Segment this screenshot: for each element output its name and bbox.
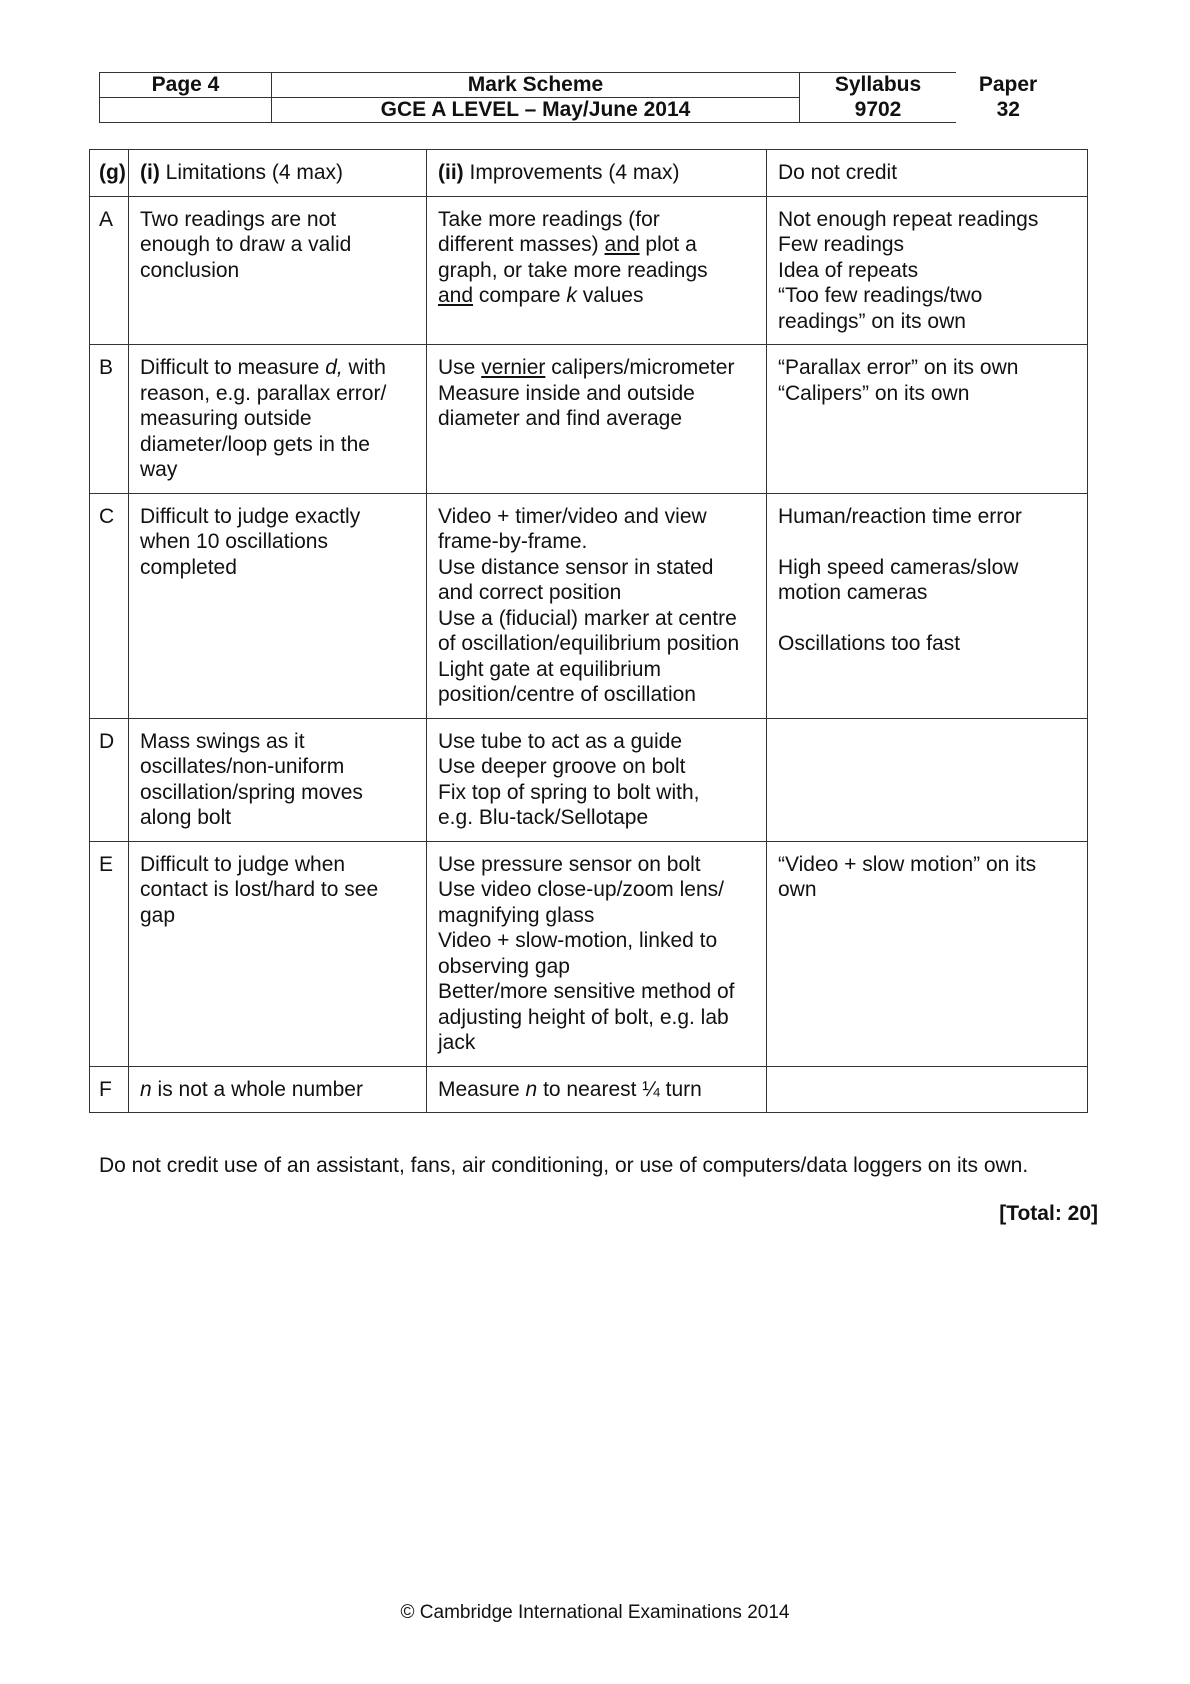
- text-line: reason, e.g. parallax error/: [140, 381, 387, 405]
- text-line: [140, 355, 416, 381]
- table-row: [90, 718, 1088, 841]
- text-line: observing gap: [438, 954, 570, 978]
- limitations-header: [129, 150, 427, 197]
- underlined-text: and: [604, 233, 640, 256]
- do-not-credit-cell: [767, 718, 1088, 841]
- row-label: E: [90, 841, 129, 1066]
- mark-scheme-table: [89, 149, 1088, 1113]
- text-line: jack: [438, 1031, 476, 1054]
- limitation-cell: [129, 718, 427, 841]
- text-fragment: values: [576, 284, 644, 307]
- page-number: Page 4: [100, 73, 272, 98]
- text-line: Use pressure sensor on bolt: [438, 852, 701, 876]
- paper-number: 32: [996, 98, 1020, 121]
- text-line: Better/more sensitive method of: [438, 980, 735, 1003]
- text-line: Few readings: [778, 233, 905, 256]
- text-line: adjusting height of bolt, e.g. lab: [438, 1005, 729, 1029]
- text-line: Idea of repeats: [778, 258, 919, 282]
- text-line: of oscillation/equilibrium position: [438, 632, 740, 655]
- text-line: Light gate at equilibrium: [438, 657, 661, 681]
- improvement-cell: [427, 345, 767, 494]
- text-fragment: with: [342, 356, 386, 379]
- text-line: completed: [140, 555, 237, 579]
- text-line: Use video close-up/zoom lens/: [438, 878, 724, 901]
- text-fragment: different masses): [438, 233, 605, 256]
- do-not-credit-cell: [767, 841, 1088, 1066]
- do-not-credit-cell: [767, 493, 1088, 718]
- text-line: frame-by-frame.: [438, 530, 588, 553]
- text-line: Human/reaction time error: [778, 504, 1022, 528]
- limitation-cell: [129, 345, 427, 494]
- table-header-row: [90, 150, 1088, 197]
- text-line: magnifying glass: [438, 903, 595, 927]
- text-line: Use tube to act as a guide: [438, 729, 682, 753]
- do-not-credit-cell: [767, 196, 1088, 345]
- text-line: conclusion: [140, 258, 240, 282]
- text-line: graph, or take more readings: [438, 258, 708, 282]
- text-line: e.g. Blu-tack/Sellotape: [438, 806, 649, 829]
- limitation-cell: [129, 1066, 427, 1113]
- do-not-credit-cell: [767, 1066, 1088, 1113]
- text-line: oscillation/spring moves: [140, 780, 363, 804]
- syllabus-code: 9702: [800, 98, 957, 123]
- text-line: Not enough repeat readings: [778, 207, 1039, 231]
- blank-line: [778, 606, 1077, 632]
- row-label: B: [90, 345, 129, 494]
- text-line: Video + slow-motion, linked to: [438, 929, 718, 952]
- text-line: Use a (fiducial) marker at centre: [438, 606, 737, 630]
- document-title: Mark Scheme: [272, 73, 800, 98]
- italic-symbol: n: [140, 1077, 152, 1101]
- blank-line: [778, 529, 1077, 555]
- row-label: F: [90, 1066, 129, 1113]
- table-row: [90, 1066, 1088, 1113]
- improvements-header: [427, 150, 767, 197]
- improvement-cell: [427, 841, 767, 1066]
- table-row: [90, 841, 1088, 1066]
- text-line: diameter/loop gets in the: [140, 432, 370, 456]
- total-marks: [Total: 20]: [999, 1202, 1098, 1225]
- improvement-cell: [427, 493, 767, 718]
- limitation-cell: [129, 841, 427, 1066]
- text-line: Two readings are not: [140, 207, 337, 231]
- text-line: and correct position: [438, 581, 622, 604]
- text-line: [438, 232, 756, 258]
- limitations-part: (i): [140, 161, 160, 184]
- text-line: [438, 283, 756, 309]
- do-not-credit-header: Do not credit: [767, 150, 1088, 197]
- improvement-cell: [427, 718, 767, 841]
- text-line: when 10 oscillations: [140, 530, 328, 553]
- text-line: High speed cameras/slow: [778, 555, 1019, 579]
- text-line: diameter and find average: [438, 407, 682, 430]
- header-table: [99, 72, 1045, 123]
- empty-header-cell: [100, 98, 272, 123]
- improvement-cell: [427, 196, 767, 345]
- improvement-cell: [427, 1066, 767, 1113]
- improvements-part: (ii): [438, 161, 464, 184]
- text-fragment: to nearest ¼ turn: [537, 1077, 702, 1101]
- text-line: Fix top of spring to bolt with,: [438, 780, 700, 804]
- text-line: Oscillations too fast: [778, 632, 961, 655]
- text-line: Measure inside and outside: [438, 381, 695, 405]
- question-label: (g): [90, 150, 129, 197]
- text-fragment: is not a whole number: [151, 1077, 363, 1101]
- text-line: oscillates/non-uniform: [140, 755, 345, 778]
- table-row: [90, 196, 1088, 345]
- text-fragment: compare: [473, 284, 567, 307]
- do-not-credit-cell: [767, 345, 1088, 494]
- text-line: Take more readings (for: [438, 207, 660, 231]
- text-line: Difficult to judge when: [140, 852, 346, 876]
- text-line: gap: [140, 903, 176, 927]
- general-note: Do not credit use of an assistant, fans, air conditioning, or use of computers/data loggers on its own.: [99, 1154, 1029, 1177]
- text-line: “Too few readings/two: [778, 284, 983, 307]
- text-line: way: [140, 458, 178, 481]
- text-fragment: calipers/micrometer: [545, 356, 735, 379]
- row-label: D: [90, 718, 129, 841]
- text-line: Mass swings as it: [140, 729, 305, 753]
- text-line: readings” on its own: [778, 309, 966, 333]
- text-line: Video + timer/video and view: [438, 504, 707, 528]
- table-row: [90, 493, 1088, 718]
- limitation-cell: [129, 196, 427, 345]
- limitation-cell: [129, 493, 427, 718]
- text-line: “Calipers” on its own: [778, 381, 970, 405]
- document-subtitle: GCE A LEVEL – May/June 2014: [272, 98, 800, 123]
- limitations-title: Limitations (4 max): [159, 161, 344, 184]
- text-fragment: Use: [438, 356, 482, 379]
- row-label: A: [90, 196, 129, 345]
- syllabus-label: Syllabus: [800, 73, 957, 98]
- text-line: position/centre of oscillation: [438, 683, 696, 706]
- paper-label: Paper: [978, 73, 1038, 96]
- text-fragment: Measure: [438, 1077, 526, 1101]
- text-line: contact is lost/hard to see: [140, 878, 379, 901]
- text-line: measuring outside: [140, 407, 312, 430]
- italic-symbol: d,: [325, 356, 343, 379]
- text-line: “Video + slow motion” on its: [778, 852, 1037, 876]
- italic-symbol: n: [525, 1077, 538, 1101]
- text-line: Difficult to judge exactly: [140, 504, 361, 528]
- copyright-footer: © Cambridge International Examinations 2014: [400, 1602, 790, 1623]
- row-label: C: [90, 493, 129, 718]
- text-line: “Parallax error” on its own: [778, 356, 1019, 379]
- text-line: Use distance sensor in stated: [438, 555, 714, 579]
- table-row: [90, 345, 1088, 494]
- italic-symbol: k: [566, 284, 577, 307]
- underlined-text: vernier: [481, 356, 546, 379]
- text-line: along bolt: [140, 806, 232, 829]
- text-line: enough to draw a valid: [140, 233, 352, 256]
- text-line: Use deeper groove on bolt: [438, 755, 686, 778]
- text-fragment: plot a: [639, 233, 697, 256]
- underlined-text: and: [438, 284, 474, 307]
- text-line: motion cameras: [778, 581, 928, 604]
- text-line: own: [778, 878, 817, 901]
- text-line: [438, 355, 756, 381]
- text-fragment: Difficult to measure: [140, 356, 326, 379]
- improvements-title: Improvements (4 max): [463, 161, 680, 184]
